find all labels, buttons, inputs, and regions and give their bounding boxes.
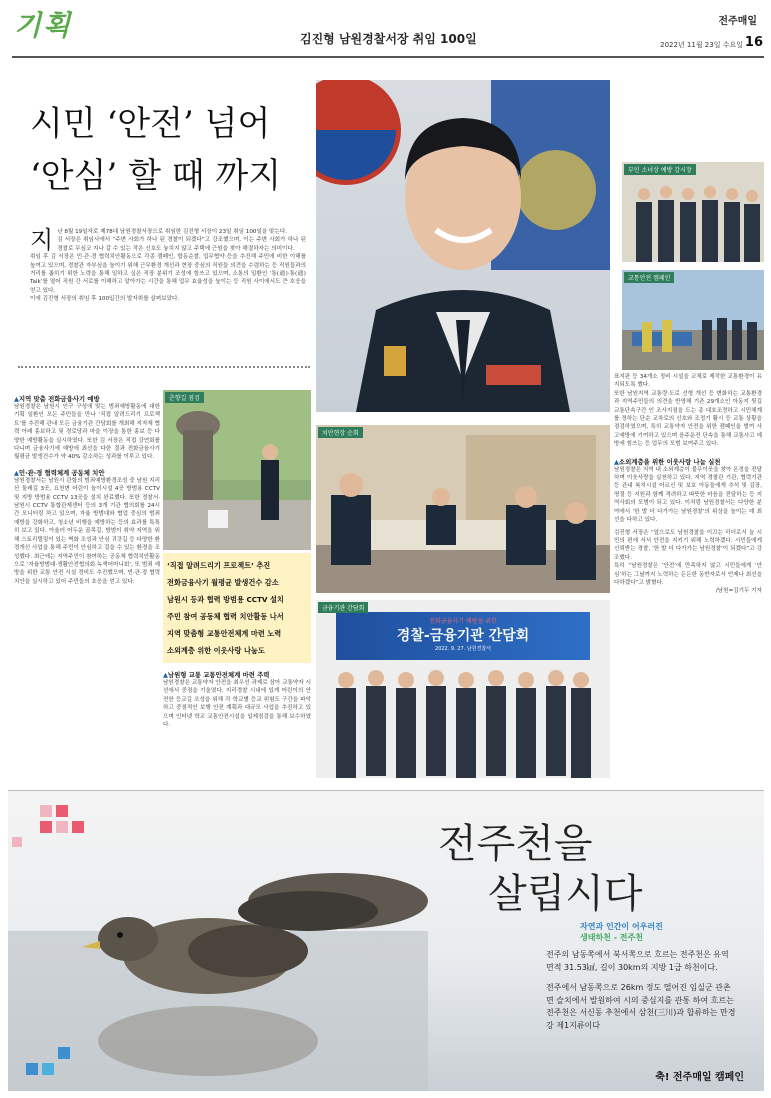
summary-line: 지역 맞춤형 교통안전체계 마련 노력 (167, 629, 282, 638)
body-col3-3: 남원경찰은 지역 내 소외계층이 불우이웃을 찾아 온정을 전달하며 이웃사랑을 실천하고 있다. 지역 경찰관 기관, 협력기관 등 관내 복지시설 어르신 및 보호 아동들에게 추석 및 김장, 명절 등 지원과 함께 격려하고 따뜻한 마음을 전달하는 등 지역사회의 모범이 되고 있다. 이처럼 남원경찰서는 다양한 분야에서 ‘한 발 더 다가가는 남원경찰’의 위상을 높이는 데 최선을 다하고 있다. (614, 466, 762, 524)
body-traffic: 남원경찰은 교통약자 안전을 최우선 과제로 삼아 교통약자 시선에서 중점을 기울였다. 지리경찰 시내에 있게 어린이의 안전한 등교길 조성을 위해 각 학교별 등교 위험도 구간을 파악하고 중점적인 보행 안전 계획과 대규모 사업을 추진하고 있으며 인터넷 학교 교통안전시설을 일제점검을 통해 보수하였다. (163, 680, 311, 729)
meeting-scene (316, 425, 610, 593)
photo-caption-traffic: 교통안전 캠페인 (624, 272, 674, 283)
banner-main: 경찰-금융기관 간담회 (396, 628, 530, 644)
police-officer-portrait (316, 80, 610, 412)
subhead-traffic: ▲남원형 교통 교통안전체계 마련 주력 (163, 671, 270, 679)
ad-campaign (8, 790, 764, 1091)
ad-para-1: 전주의 남동쪽에서 북서쪽으로 흐르는 전주천은 유역면적 31.53㎢, 길이 30km의 지방 1급 하천이다. (546, 950, 729, 972)
body-col3-5: 특히 “남원경찰은 ‘안전’에 만족하지 않고 시민들에게 ‘안심’하는 그날까지 노력하는 든든한 동반자로서 언제나 최선을 다하겠다”고 밝혔다. (614, 563, 762, 586)
header-rule (12, 56, 764, 58)
summary-line: 전화금융사기 월평균 발생건수 감소 (167, 578, 279, 587)
ad-para-2: 전주에서 남동쪽으로 26km 정도 떨어진 임실군 관촌면 슬치에서 발원하여 시의 중심지를 관통 하여 흐르는 전주천은 서신동 추천에서 삼천(三川)과 합류하는 만경강 제1지류이다 (546, 983, 736, 1030)
photo-statue (163, 390, 311, 550)
header-date: 2022년 11월 23일 수요일 (660, 41, 743, 49)
summary-box (163, 553, 311, 663)
intro-p2: 김 서장은 취임사에서 “주변 사회가 하나 된 경찰이 되겠다”고 강조했으며, 이는 주변 사회가 하나 된 경찰로 무심코 지나 갈 수 있는 작은 신호도 놓치지 않고 주택에 근원을 찾아 해결하자는 의미이다. (57, 237, 306, 252)
photo-caption-banner: 금융기관 간담회 (318, 602, 368, 613)
section-logo (14, 4, 94, 44)
title-line-2: ‘안심’ 할 때 까지 (30, 156, 282, 196)
summary-line: ‘직접 알려드리기 프로젝트’ 추진 (167, 561, 271, 570)
subhead-neighbors: ▲소외계층을 위한 이웃사랑 나눔 실천 (614, 457, 721, 466)
ad-title-line1: 전주천을 (438, 821, 593, 867)
summary-line: 남원시 등과 협력 방범용 CCTV 설치 (167, 595, 284, 604)
summary-line: 소외계층 위한 이웃사랑 나눔도 (167, 646, 265, 655)
photo-caption-statue: 춘향길 점검 (165, 392, 204, 403)
intro-p1: 난 8월 19일자로 제78대 남원경찰서장으로 취임한 김진형 서장이 23일 취임 100일을 맞는다. (57, 229, 288, 235)
body-col3-1: 표지판 등 34개소 정비 시설을 교체로 제작한 교통환경이 유지되도록 했다. (614, 374, 762, 389)
body-col3-2: 또한 남원지역 교통량·도로 선형 개선 등 변화하는 교통환경과 지역주민들의 의견을 반영해 기존 29개소인 아동지 뒷길 교통단속구간 인 조사지점을 도는 종 대호조정하고 시민체계를 정하는 단순 교차로의 신호와 조정기 활시 등 교통 상황을 점검하였으며, 특히 교통약자 안전을 위한 캠페인을 벌여 사고예방에 기여하고 있으며 음주운전 단속을 통해 교통사고 예방에 힘쓰는 등 업무의 모범 보여주고 있다. (614, 390, 762, 448)
group-of-people (316, 660, 610, 778)
photo-caption-staff: 부인 소녀상 예방 감시장 (624, 164, 696, 175)
banner-place: 남원경찰서 (466, 646, 491, 652)
column-2-lower (163, 670, 311, 729)
ad-title (438, 819, 643, 919)
photo-meeting (316, 425, 610, 593)
page-number: 16 (744, 35, 763, 50)
subhead-community: ▲민·관·경 협력체계 공동체 치안 (14, 468, 105, 477)
intro-p3: 취임 후 김 서장은 민·관·경 협력치안활동으로 각종 캠페인, 합동순찰, 업무협약 등을 추진해 주민에 비한 이해를 높여고 있으며, 경찰관 자부심을 높이기 위해 근무환경 개선과 현장 중심의 직원들 의견을 수렴하는 등 직원들과의 거리를 좁히기 위한 노력을 통해 일하고 싶은 직장 분위기 조성에 힘쓰고 있으며, 소통의 일환인 ‘통(通)·통(通) Talk’를 열어 직원 간 서로를 이해하고 알아가는 시간을 통해 업무 효율성을 높이는 등 직원 사이에서도 큰 호응을 얻고 있다. (30, 254, 306, 294)
header-headline: 김진형 남원경찰서장 취임 100일 (300, 32, 477, 46)
dropcap: 지 (30, 226, 54, 254)
paper-name: 전주매일 (718, 16, 757, 27)
staff-group-scene (622, 162, 764, 262)
photo-banner-meeting (316, 600, 610, 778)
photo-traffic (622, 270, 764, 370)
banner-date: 2022. 9. 27. (435, 646, 466, 652)
photo-staff (622, 162, 764, 262)
portrait-photo (316, 80, 610, 412)
summary-line: 주민 참여 공동체 협력 치안활동 나서 (167, 612, 284, 621)
column-1 (14, 394, 160, 586)
intro-p4: 이에 김진형 서장의 취임 후 100일간의 발자취를 살펴보았다. (30, 296, 180, 303)
ad-tagline (580, 921, 663, 943)
ad-tagline-1: 자연과 인간이 어우러진 (580, 922, 663, 931)
byline: /남원=김기두 기자 (715, 588, 762, 595)
banner-top: 전화금융사기 예방을 위한 (429, 618, 497, 625)
ad-tagline-2: 생태하천 - 전주천 (580, 933, 643, 942)
photo-caption-meeting: 치안현장 순회 (318, 427, 363, 438)
ad-footer: 축! 전주매일 캠페인 (655, 1072, 744, 1083)
event-banner (336, 612, 590, 660)
body-col3-4: 김진형 서장은 “앞으로도 남원경찰을 이끄는 리더로서 늘 시민의 편에 서서 안전을 지키기 위해 노력하겠다. 시민들에게 신뢰받는 경찰, ‘한 발 더 다가가는 남원경찰’이 되겠다”고 강조했다. (614, 529, 762, 561)
statue-scene (163, 390, 311, 550)
subhead-phishing: ▲지역 맞춤 전화금융사기 예방 (14, 395, 100, 403)
article-title (30, 98, 281, 202)
traffic-campaign-scene (622, 270, 764, 370)
title-line-1: 시민 ‘안전’ 넘어 (30, 104, 271, 144)
body-phishing: 남원경찰은 남원시 인구 구성에 맞는 범죄예방활동에 대한 기획 일환인 모든 주민들을 만나 ‘직접 알려드리기 프로젝트’를 추진해 관내 모든 금융기관 간담회를 개최해 지자체 협력 아래 홍보하고 및 경로당과 마을 이장을 통한 홍보 등 다양한 예방활동을 실시하였다. 또한 김 서장은 직접 강연회를 다니며 금융사기에 예방에 최선을 다한 결과 전화금융사기 월평균 발생건수가 약 40% 감소하는 성과를 이루고 있다. (14, 404, 160, 461)
column-3 (614, 373, 762, 596)
intro-block (30, 228, 306, 304)
banner-footer (336, 645, 590, 652)
body-community: 남원경찰서는 남원시 관할의 범죄예방환경조성 중 남원 지리산 둘레길 3곳, 요천변 어린이 놀이시설 4곳 방범용 CCTV 및 지방 방범용 CCTV 13곳을 설치 완료했다. 또한 경찰서·남원시 CCTV 통합관제센터 등의 3개 기관 협의회를 24시간 모니터링 하고 있으며, 자율 방범대와 협업 중심의 범죄 예방을 강화하고, 청소년 비행을 예방하는 등의 효과를 톡톡히 보고 있다. 아울러 어두운 골목길, 방범이 취약 지역을 위해 스토리텔링이 있는 벽화 조성과 안심 귀갓길 등 다양한 환경개선 사업을 통해 주민이 안심하고 걸을 수 있는 환경을 조성했다. 최근에는 지역주민이 참여하는 공동체 협력치안활동으로 ‘자율방범대·생활안전협의회·녹색어머니회’, 또 범죄 예방을 위한 교통 안전 시설 정비도 추진했으며, 빈·관·경 협력치안을 실시하고 있어 주민들의 호응을 얻고 있다. (14, 477, 160, 585)
ad-body (546, 949, 736, 1032)
section-label: 기획 (14, 9, 73, 42)
dotted-divider (18, 366, 310, 368)
ad-title-line2: 살립시다 (488, 871, 643, 917)
